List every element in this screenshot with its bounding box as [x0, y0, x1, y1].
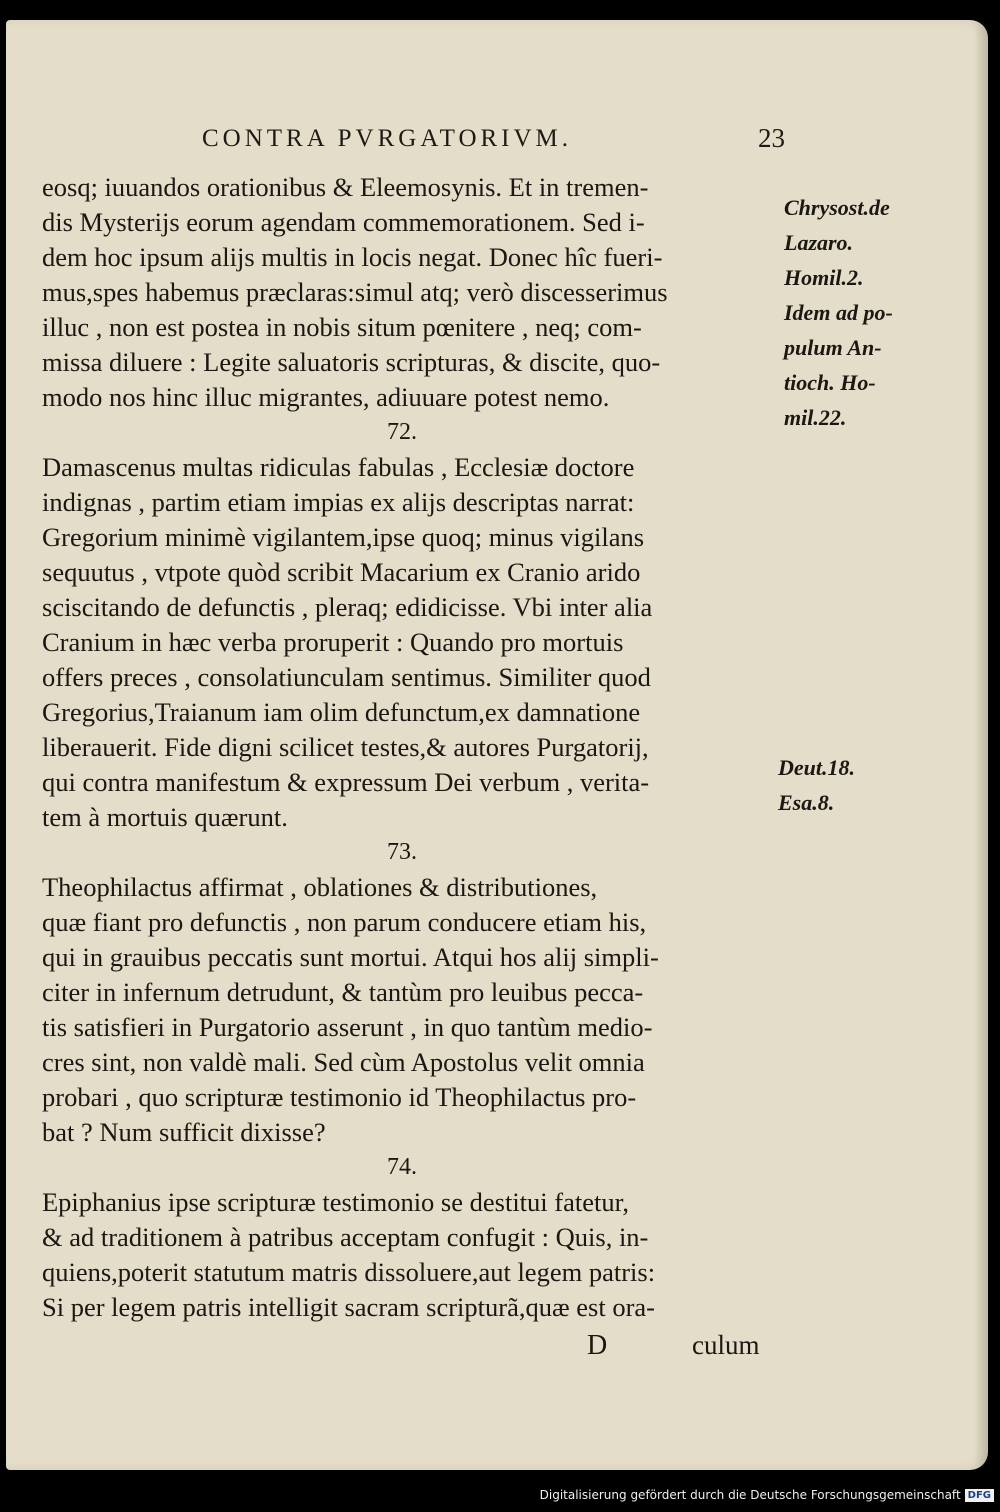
text-line: sequutus , vtpote quòd scribit Macarium ex Cranio arido	[42, 557, 641, 587]
text-line: sciscitando de defunctis , pleraq; edidicisse. Vbi inter alia	[42, 592, 653, 622]
text-line: qui contra manifestum & expressum Dei verbum , verita-	[42, 767, 650, 797]
book-page	[6, 20, 988, 1470]
margin-note: Homil.2.	[784, 265, 864, 290]
text-line: citer in infernum detrudunt, & tantùm pro leuibus pecca-	[42, 977, 644, 1007]
margin-note: mil.22.	[784, 405, 847, 430]
paragraph-number: 72.	[387, 419, 417, 445]
catchword: culum	[692, 1330, 760, 1360]
text-line: dem hoc ipsum alijs multis in locis negat. Donec hîc fueri-	[42, 242, 663, 272]
text-line: dis Mysterijs eorum agendam commemorationem. Sed i-	[42, 207, 645, 237]
text-line: tem à mortuis quærunt.	[42, 802, 288, 832]
margin-note: Idem ad po-	[784, 300, 893, 325]
margin-note: pulum An-	[784, 335, 882, 360]
margin-note: Esa.8.	[778, 790, 835, 815]
text-line: quiens,poterit statutum matris dissoluere,aut legem patris:	[42, 1257, 656, 1287]
text-line: mus,spes habemus præclaras:simul atq; verò discesserimus	[42, 277, 668, 307]
text-line: modo nos hinc illuc migrantes, adiuuare potest nemo.	[42, 382, 610, 412]
text-line: tis satisfieri in Purgatorio asserunt , in quo tantùm medio-	[42, 1012, 653, 1042]
paragraph-number: 74.	[387, 1154, 417, 1180]
dfg-logo: DFG	[965, 1489, 994, 1502]
margin-note: Lazaro.	[784, 230, 854, 255]
margin-note: tioch. Ho-	[784, 370, 876, 395]
text-line: Gregorius,Traianum iam olim defunctum,ex damnatione	[42, 697, 641, 727]
text-line: bat ? Num sufficit dixisse?	[42, 1117, 326, 1147]
footer-credit: Digitalisierung gefördert durch die Deutsche Forschungsgemeinschaft	[539, 1488, 961, 1502]
text-line: liberauerit. Fide digni scilicet testes,& autores Purgatorij,	[42, 732, 649, 762]
text-line: indignas , partim etiam impias ex alijs descriptas narrat:	[42, 487, 635, 517]
text-line: Epiphanius ipse scripturæ testimonio se destitui fatetur,	[42, 1187, 629, 1217]
main-text	[42, 170, 792, 1325]
page-number: 23	[758, 123, 785, 153]
running-head: CONTRA PVRGATORIVM.	[202, 125, 573, 152]
text-line: probari , quo scripturæ testimonio id Theophilactus pro-	[42, 1082, 637, 1112]
signature-line	[42, 1330, 792, 1366]
page-edge	[974, 20, 988, 1470]
text-line: Damascenus multas ridiculas fabulas , Ecclesiæ doctore	[42, 452, 635, 482]
gathering-signature: D	[587, 1330, 608, 1361]
text-line: Theophilactus affirmat , oblationes & distributiones,	[42, 872, 598, 902]
text-line: & ad traditionem à patribus acceptam confugit : Quis, in-	[42, 1222, 649, 1252]
text-line: eosq; iuuandos orationibus & Eleemosynis. Et in tremen-	[42, 172, 649, 202]
text-line: qui in grauibus peccatis sunt mortui. Atqui hos alij simpli-	[42, 942, 659, 972]
text-line: illuc , non est postea in nobis situm pœnitere , neq; com-	[42, 312, 642, 342]
margin-note: Deut.18.	[778, 755, 855, 780]
text-line: offers preces , consolatiunculam sentimus. Similiter quod	[42, 662, 651, 692]
text-line: quæ fiant pro defunctis , non parum conducere etiam his,	[42, 907, 647, 937]
text-line: Si per legem patris intelligit sacram scripturã,quæ est ora-	[42, 1292, 656, 1322]
text-line: Cranium in hæc verba proruperit : Quando pro mortuis	[42, 627, 624, 657]
paragraph-number: 73.	[387, 839, 417, 865]
digitization-footer	[540, 1482, 994, 1508]
text-line: missa diluere : Legite saluatoris scripturas, & discite, quo-	[42, 347, 661, 377]
text-line: cres sint, non valdè mali. Sed cùm Apostolus velit omnia	[42, 1047, 645, 1077]
margin-note: Chrysost.de	[784, 195, 890, 220]
page-header	[6, 125, 988, 165]
text-line: Gregorium minimè vigilantem,ipse quoq; minus vigilans	[42, 522, 645, 552]
